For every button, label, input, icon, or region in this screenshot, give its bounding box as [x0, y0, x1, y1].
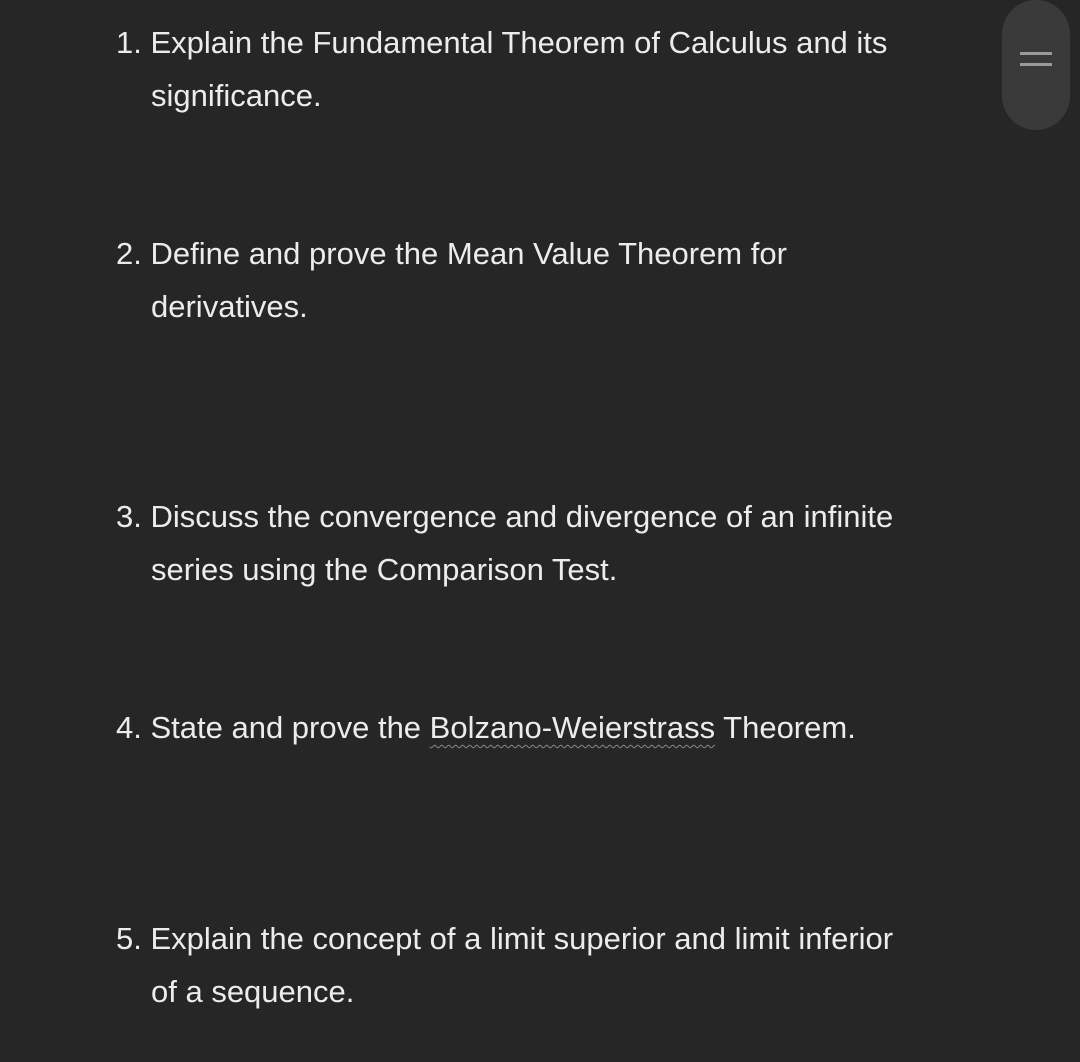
question-text	[116, 701, 986, 754]
question-item	[116, 701, 986, 754]
question-item	[116, 16, 986, 122]
question-text-continued: series using the Comparison Test.	[151, 552, 618, 587]
question-item	[116, 912, 986, 1018]
scroll-handle[interactable]	[1002, 0, 1070, 130]
question-text-continued: derivatives.	[151, 289, 308, 324]
question-text: 5. Explain the concept of a limit superior and limit inferior	[116, 921, 894, 956]
question-text: 3. Discuss the convergence and divergence of an infinite	[116, 499, 894, 534]
question-text-continued: significance.	[151, 78, 322, 113]
question-item	[116, 490, 986, 596]
question-text: 2. Define and prove the Mean Value Theorem for	[116, 236, 787, 271]
question-text-continued: of a sequence.	[151, 974, 355, 1009]
spellcheck-flagged-word[interactable]: Bolzano-Weierstrass	[429, 710, 716, 745]
question-text-end: Theorem.	[715, 710, 856, 745]
question-text: 1. Explain the Fundamental Theorem of Calculus and its	[116, 25, 888, 60]
question-text-start: 4. State and prove the	[116, 710, 430, 745]
question-item	[116, 227, 986, 333]
drag-handle-icon	[1020, 46, 1052, 72]
